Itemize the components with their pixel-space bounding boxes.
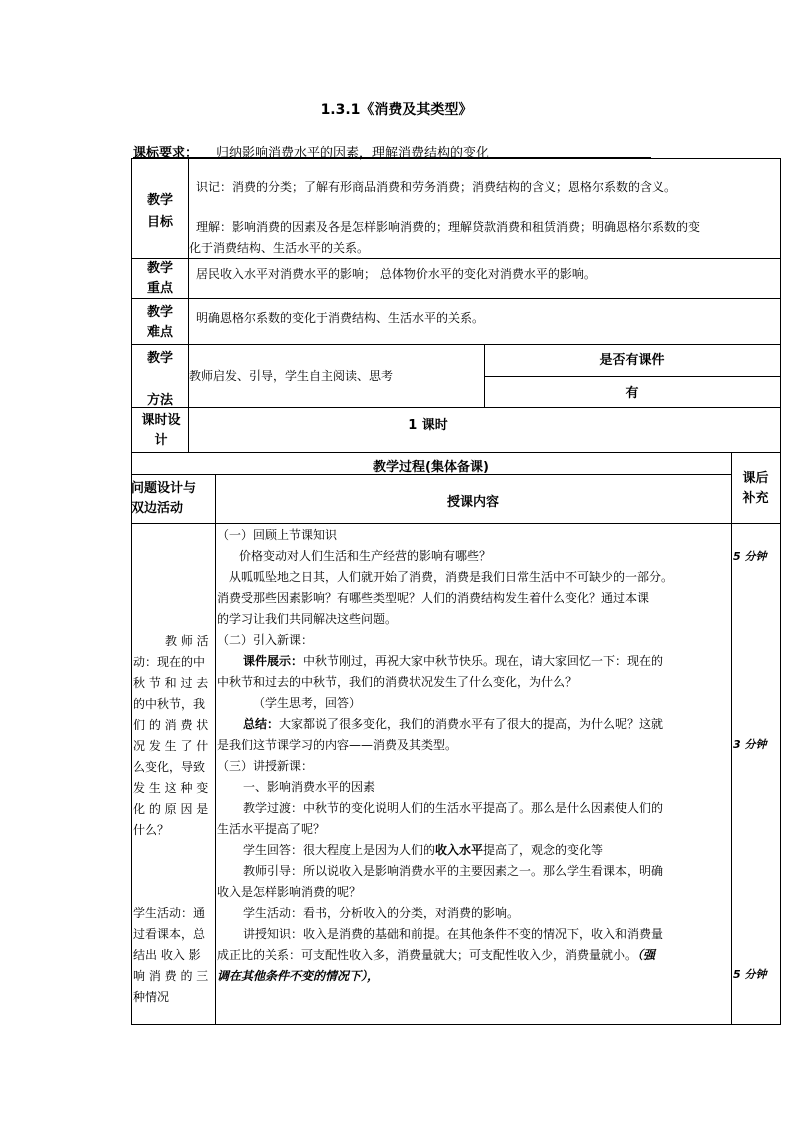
row-divider <box>131 407 781 408</box>
teacher-activity-line: 发 生 这 种 变 <box>133 781 209 795</box>
content-line: 教学过渡：中秋节的变化说明人们的生活水平提高了。那么是什么因素使人们的 <box>243 801 664 815</box>
student-activity <box>133 903 214 1008</box>
content-line: 是我们这节课学习的内容——消费及其类型。 <box>217 738 458 752</box>
difficult-text: 明确恩格尔系数的变化于消费结构、生活水平的关系。 <box>196 311 485 325</box>
content-line: （一）回顾上节课知识 <box>217 528 338 542</box>
table-border-top <box>131 158 781 159</box>
courseware-value: 有 <box>625 386 639 401</box>
key-label <box>140 259 180 299</box>
content-line: 讲授知识：收入是消费的基础和前提。在其他条件不变的情况下，收入和消费量 <box>243 927 664 941</box>
goals-line-2: 理解：影响消费的因素及各是怎样影响消费的；理解贷款消费和租赁消费；明确恩格尔系数的变 <box>196 220 701 234</box>
content-italic: （强 <box>637 948 656 962</box>
table-border-left <box>131 158 132 1024</box>
process-col2-header: 授课内容 <box>446 495 499 510</box>
teacher-activity-line: 况 发 生 了 什 <box>133 739 209 753</box>
content-line: 生活水平提高了呢？ <box>217 822 326 836</box>
content-line: （二）引入新课： <box>217 633 314 647</box>
teacher-activity-line: 的中秋节，我 <box>133 697 206 711</box>
teacher-activity-line: 秋 节 和 过 去 <box>133 676 209 690</box>
content-bold: 总结： <box>243 717 280 731</box>
lesson-content <box>217 525 731 987</box>
content-line: 收入是怎样影响消费的呢？ <box>217 885 362 899</box>
goals-label <box>140 190 180 234</box>
label-column-divider <box>188 158 189 452</box>
content-line: 消费受那些因素影响？有哪些类型呢？人们的消费结构发生着什么变化？通过本课 <box>217 591 650 605</box>
process-column-divider <box>731 452 732 1024</box>
content-italic: 调在其他条件不变的情况下）， <box>217 969 380 983</box>
goals-label-line: 目标 <box>146 215 173 230</box>
difficult-label-line: 教学 <box>146 305 173 320</box>
content-line: （学生思考，回答） <box>253 696 362 710</box>
difficult-label-line: 难点 <box>146 325 173 340</box>
content-line <box>217 651 731 672</box>
method-label-2: 方法 <box>146 393 173 408</box>
table-border-bottom <box>131 1024 781 1025</box>
content-text: 提高了，观念的变化等 <box>483 843 604 857</box>
process-col1-line: 双边活动 <box>131 501 184 516</box>
method-label-1: 教学 <box>146 351 173 366</box>
period-label <box>134 411 188 451</box>
courseware-header: 是否有课件 <box>599 353 665 368</box>
student-activity-line: 结出 收入 影 <box>133 948 201 962</box>
content-line <box>217 714 731 735</box>
page-title: 1.3.1《消费及其类型》 <box>320 102 473 118</box>
content-line <box>217 966 731 987</box>
time-note: 3 分钟 <box>733 738 767 751</box>
process-col3-line: 课后 <box>742 471 769 486</box>
goals-label-line: 教学 <box>146 193 173 208</box>
content-line: 价格变动对人们生活和生产经营的影响有哪些？ <box>239 549 492 563</box>
content-text: 学生回答：很大程度上是因为人们的 <box>243 843 436 857</box>
difficult-label <box>140 303 180 343</box>
content-line: 教师引导：所以说收入是影响消费水平的主要因素之一。那么学生看课本，明确 <box>243 864 664 878</box>
row-divider <box>131 344 781 345</box>
teacher-activity <box>133 631 214 841</box>
process-col1-line: 问题设计与 <box>131 481 197 496</box>
process-col1-header <box>131 479 215 519</box>
content-line: 中秋节和过去的中秋节，我们的消费状况发生了什么变化，为什么？ <box>217 675 578 689</box>
teacher-activity-line: 们 的 消 费 状 <box>133 718 209 732</box>
student-activity-line: 种情况 <box>133 990 170 1004</box>
student-activity-line: 响 消 费 的 三 <box>133 969 209 983</box>
time-note: 5 分钟 <box>733 550 767 563</box>
process-column-divider <box>215 474 216 1024</box>
content-text: 成正比的关系：可支配性收入多，消费量就大；可支配性收入少，消费量就小。 <box>217 948 638 962</box>
goals-line-1: 识记：消费的分类；了解有形商品消费和劳务消费；消费结构的含义；恩格尔系数的含义。 <box>196 180 677 194</box>
teacher-activity-line: 教 师 活 <box>165 634 209 648</box>
content-line: （三）讲授新课： <box>217 759 314 773</box>
content-line <box>217 840 731 861</box>
period-value: 1 课时 <box>408 418 448 433</box>
time-note: 5 分钟 <box>733 968 767 981</box>
method-text: 教师启发、引导，学生自主阅读、思考 <box>189 369 394 383</box>
period-label-line: 计 <box>154 433 168 448</box>
key-text: 居民收入水平对消费水平的影响； 总体物价水平的变化对消费水平的影响。 <box>196 267 596 281</box>
row-divider <box>484 376 781 377</box>
process-header: 教学过程(集体备课) <box>373 460 489 475</box>
content-bold: 收入水平 <box>435 843 484 857</box>
content-line: 一、影响消费水平的因素 <box>243 780 376 794</box>
curriculum-standard-label: 课标要求： <box>133 146 199 161</box>
content-text: 中秋节刚过，再祝大家中秋节快乐。现在，请大家回忆一下：现在的 <box>303 654 664 668</box>
teacher-activity-line: 么变化，导致 <box>133 760 206 774</box>
table-border-right <box>780 158 781 1024</box>
process-col3-line: 补充 <box>742 491 769 506</box>
process-col3-header <box>731 469 780 509</box>
key-label-line: 教学 <box>146 261 173 276</box>
student-activity-line: 过看课本，总 <box>133 927 206 941</box>
row-divider <box>131 298 781 299</box>
content-line: 从呱呱坠地之日其，人们就开始了消费，消费是我们日常生活中不可缺少的一部分。 <box>229 570 674 584</box>
student-activity-line: 学生活动：通 <box>133 906 206 920</box>
content-text: 大家都说了很多变化，我们的消费水平有了很大的提高，为什么呢？这就 <box>279 717 664 731</box>
key-label-line: 重点 <box>146 281 173 296</box>
teacher-activity-line: 化 的 原 因 是 <box>133 802 209 816</box>
content-line <box>217 945 731 966</box>
row-divider <box>131 523 781 524</box>
curriculum-standard-text: 归纳影响消费水平的因素，理解消费结构的变化 <box>216 146 490 161</box>
row-divider <box>131 452 781 453</box>
content-bold: 课件展示： <box>243 654 304 668</box>
content-line: 的学习让我们共同解决这些问题。 <box>217 612 398 626</box>
content-line: 学生活动：看书，分析收入的分类，对消费的影响。 <box>243 906 520 920</box>
goals-line-3: 化于消费结构、生活水平的关系。 <box>189 241 370 255</box>
teacher-activity-line: 动：现在的中 <box>133 655 206 669</box>
teacher-activity-line: 什么？ <box>133 823 170 837</box>
period-label-line: 课时设 <box>141 413 181 428</box>
